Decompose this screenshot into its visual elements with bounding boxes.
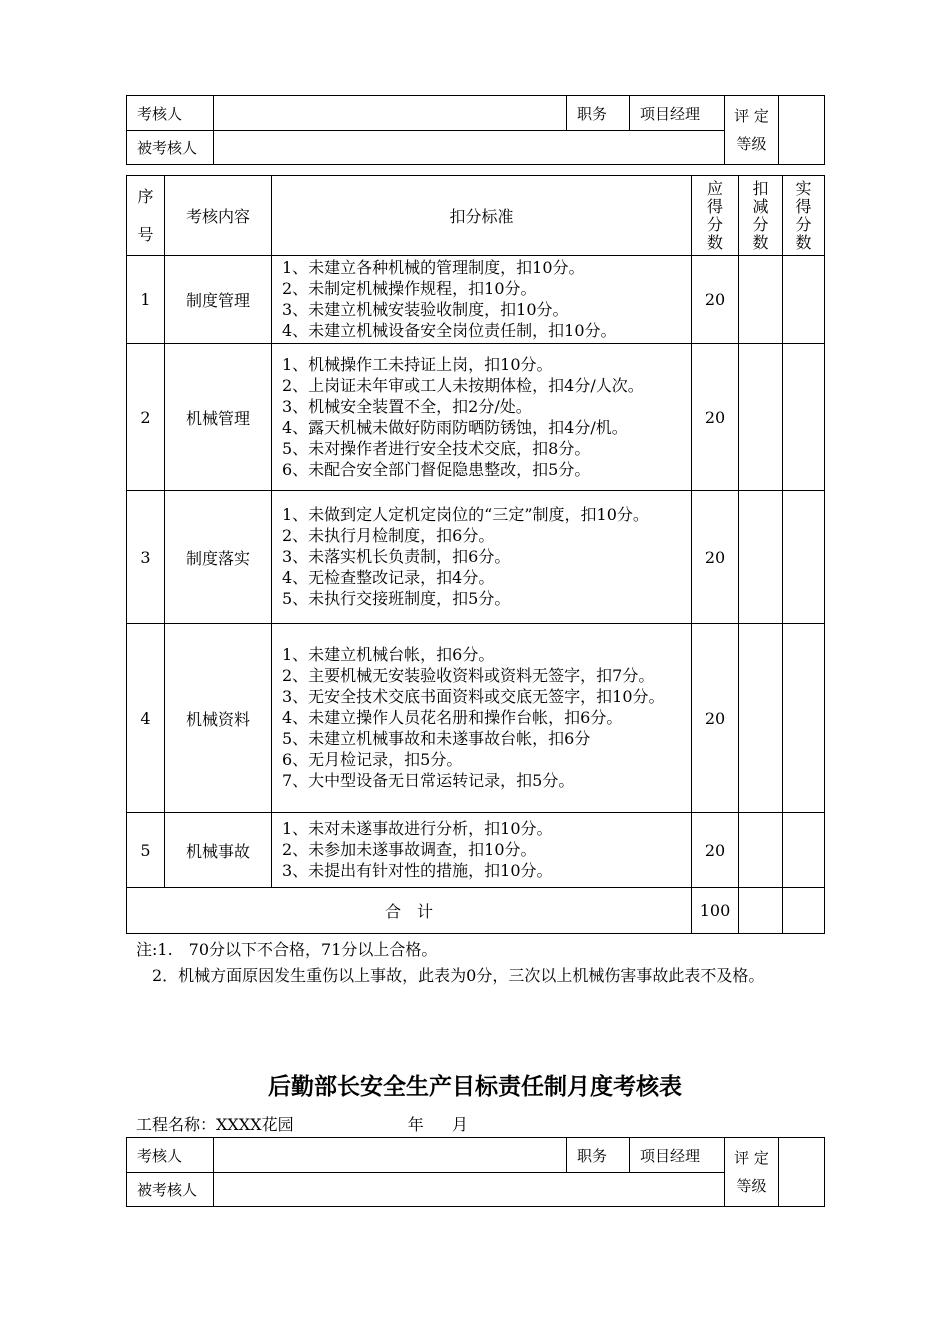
- row-seq: 4: [127, 624, 165, 813]
- grade-value[interactable]: [779, 96, 825, 165]
- total-should-score: 100: [692, 888, 739, 934]
- position-value: 项目经理: [630, 1138, 725, 1173]
- table-header-row: [127, 176, 825, 256]
- assessor-value[interactable]: [214, 96, 567, 131]
- notes: [136, 937, 826, 989]
- grade-label-line1: 评 定: [734, 1149, 769, 1167]
- row-criteria: 1、未建立各种机械的管理制度，扣10分。 2、未制定机械操作规程，扣10分。 3、未建立机械安装验收制度，扣10分。 4、未建立机械设备安全岗位责任制，扣10分。: [272, 256, 692, 344]
- row-deduct-score[interactable]: [739, 491, 783, 624]
- row-content: 机械事故: [165, 813, 272, 888]
- actual-score-header: 实 得 分 数: [783, 176, 825, 256]
- table-row: [127, 344, 825, 491]
- row-criteria: 1、未对未遂事故进行分析，扣10分。 2、未参加未遂事故调查，扣10分。 3、未提出有针对性的措施，扣10分。: [272, 813, 692, 888]
- total-deduct-score[interactable]: [739, 888, 783, 934]
- row-criteria: 1、未建立机械台帐，扣6分。 2、主要机械无安装验收资料或资料无签字，扣7分。 3、无安全技术交底书面资料或交底无签字，扣10分。 4、未建立操作人员花名册和操作台帐，扣6分。 5、未建立机械事故和未遂事故台帐，扣6分 6、无月检记录，扣5分。 7、大中型设备无日常运转记录，扣5分。: [272, 624, 692, 813]
- deduct-score-header: 扣 减 分 数: [739, 176, 783, 256]
- assessment-table: [126, 175, 825, 934]
- row-content: 制度管理: [165, 256, 272, 344]
- criteria-header: 扣分标准: [272, 176, 692, 256]
- assessor-info-table: [126, 95, 825, 165]
- row-content: 机械资料: [165, 624, 272, 813]
- month-label: 月: [451, 1115, 468, 1134]
- grade-label: [725, 1138, 779, 1207]
- row-should-score: 20: [692, 491, 739, 624]
- grade-label-line2: 等级: [736, 135, 767, 153]
- content-header: 考核内容: [165, 176, 272, 256]
- row-actual-score[interactable]: [783, 624, 825, 813]
- row-deduct-score[interactable]: [739, 813, 783, 888]
- row-deduct-score[interactable]: [739, 624, 783, 813]
- assessee-label: 被考核人: [127, 1173, 214, 1207]
- table-row: [127, 491, 825, 624]
- assessee-label: 被考核人: [127, 131, 214, 165]
- row-seq: 1: [127, 256, 165, 344]
- assessor-info-table-2: [126, 1137, 825, 1207]
- note-2: 2．机械方面原因发生重伤以上事故，此表为0分，三次以上机械伤害事故此表不及格。: [136, 966, 765, 985]
- assessee-value[interactable]: [214, 131, 725, 165]
- grade-label-line1: 评 定: [734, 107, 769, 125]
- row-should-score: 20: [692, 813, 739, 888]
- note-1: 注:1. 70分以下不合格，71分以上合格。: [136, 940, 438, 959]
- row-actual-score[interactable]: [783, 813, 825, 888]
- position-value: 项目经理: [630, 96, 725, 131]
- project-label: 工程名称：XXXX花园: [136, 1115, 294, 1134]
- grade-label: [725, 96, 779, 165]
- position-label: 职务: [567, 96, 630, 131]
- section2-title: 后勤部长安全生产目标责任制月度考核表: [268, 1074, 682, 1100]
- row-criteria: 1、机械操作工未持证上岗，扣10分。 2、上岗证未年审或工人未按期体检，扣4分/人次。 3、机械安全装置不全，扣2分/处。 4、露天机械未做好防雨防晒防锈蚀，扣4分/机。 5、未对操作者进行安全技术交底，扣8分。 6、未配合安全部门督促隐患整改，扣5分。: [272, 344, 692, 491]
- row-seq: 5: [127, 813, 165, 888]
- project-line: [136, 1112, 468, 1135]
- row-should-score: 20: [692, 256, 739, 344]
- row-actual-score[interactable]: [783, 491, 825, 624]
- table-row: [127, 624, 825, 813]
- assessor-label: 考核人: [127, 96, 214, 131]
- row-seq: 2: [127, 344, 165, 491]
- assessor-label: 考核人: [127, 1138, 214, 1173]
- grade-label-line2: 等级: [736, 1177, 767, 1195]
- table-row: [127, 256, 825, 344]
- row-seq: 3: [127, 491, 165, 624]
- position-label: 职务: [567, 1138, 630, 1173]
- row-content: 机械管理: [165, 344, 272, 491]
- row-should-score: 20: [692, 344, 739, 491]
- year-label: 年: [407, 1115, 424, 1134]
- row-actual-score[interactable]: [783, 344, 825, 491]
- total-actual-score[interactable]: [783, 888, 825, 934]
- row-content: 制度落实: [165, 491, 272, 624]
- assessor-value[interactable]: [214, 1138, 567, 1173]
- row-criteria: 1、未做到定人定机定岗位的“三定”制度，扣10分。 2、未执行月检制度，扣6分。 3、未落实机长负责制，扣6分。 4、无检查整改记录，扣4分。 5、未执行交接班制度，扣5分。: [272, 491, 692, 624]
- grade-value[interactable]: [779, 1138, 825, 1207]
- row-deduct-score[interactable]: [739, 344, 783, 491]
- row-actual-score[interactable]: [783, 256, 825, 344]
- row-should-score: 20: [692, 624, 739, 813]
- total-label: 合 计: [127, 888, 692, 934]
- assessee-value[interactable]: [214, 1173, 725, 1207]
- should-score-header: 应 得 分 数: [692, 176, 739, 256]
- row-deduct-score[interactable]: [739, 256, 783, 344]
- seq-header: 序 号: [127, 176, 165, 256]
- total-row: [127, 888, 825, 934]
- table-row: [127, 813, 825, 888]
